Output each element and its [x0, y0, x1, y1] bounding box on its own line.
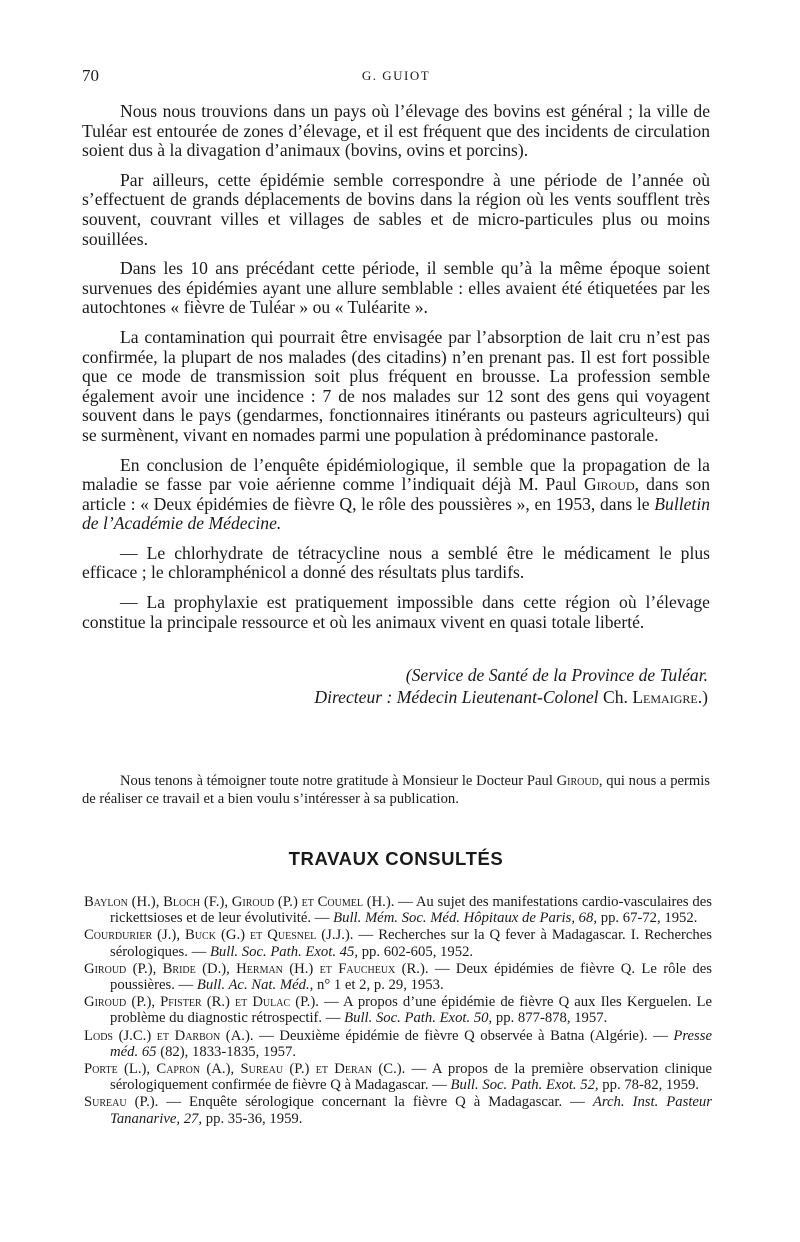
- paragraph: La contamination qui pourrait être envisagée par l’absorption de lait cru n’est pas confirmée, la plupart de nos malades (des citadins) n’en prenant pas. Il est fort possible que ce mode de transmission soit plus fréquent en brousse. La profession semble également avoir une incidence : 7 de nos malades sur 12 sont des gens qui voyagent souvent dans le pays (gendarmes, fonctionnaires itinérants ou pasteurs agriculteurs) qui se surmènent, vivant en nomades parmi une population à prédominance pastorale.: [82, 326, 710, 445]
- reference-title: — Au sujet des manifestations cardio-vasculaires des rickettsioses et de leur évolutivité. —: [110, 894, 712, 927]
- conclusion-text: , dans son article : « Deux épidémies de fièvre Q, le rôle des poussières », en 1953, dans le: [82, 474, 710, 514]
- reference-details: n° 1 et 2, p. 29, 1953.: [313, 977, 444, 994]
- page-header: [82, 66, 710, 90]
- signature-line: [82, 686, 708, 708]
- signature-initial: Ch.: [602, 687, 633, 708]
- reference-item: [84, 1028, 712, 1060]
- paragraph: — La prophylaxie est pratiquement impossible dans cette région où l’élevage constitue la principale ressource et où les animaux vivent en quasi totale liberté.: [82, 592, 710, 632]
- reference-details: pp. 602-605, 1952.: [358, 943, 474, 960]
- section-title: TRAVAUX CONSULTÉS: [288, 848, 504, 869]
- signature-close: .): [697, 687, 708, 708]
- reference-authors: Baylon (H.), Bloch (F.), Giroud (P.) et Coumel (H.).: [84, 894, 395, 910]
- page-number: 70: [82, 66, 99, 85]
- paragraph: Nous nous trouvions dans un pays où l’élevage des bovins est général ; la ville de Tuléar est entourée de zones d’élevage, et il est fréquent que des incidents de circulation soient dus à la divagation d’animaux (bovins, ovins et porcins).: [82, 101, 710, 161]
- reference-item: [84, 894, 712, 926]
- reference-authors: Courdurier (J.), Buck (G.) et Quesnel (J.J.).: [84, 927, 354, 944]
- reference-journal: Bull. Soc. Path. Exot. 50,: [344, 1010, 493, 1027]
- reference-item: [84, 994, 712, 1026]
- reference-journal: Presse méd. 65: [110, 1027, 712, 1060]
- conclusion-text: En conclusion de l’enquête épidémiologique, il semble que la propagation de la maladie se fasse par voie aérienne comme l’indiquait déjà M. Paul: [82, 454, 710, 495]
- reference-authors: Giroud (P.), Bride (D.), Herman (H.) et Faucheux (R.).: [84, 960, 429, 977]
- acknowledgment: [82, 772, 710, 808]
- cited-author: Giroud: [583, 474, 635, 495]
- reference-title: — Enquête sérologique concernant la fièvre Q à Madagascar. —: [158, 1094, 593, 1111]
- reference-title: — A propos de la première observation clinique sérologiquement confirmée de fièvre Q à Madagascar. —: [110, 1061, 712, 1094]
- reference-title: — Deux épidémies de fièvre Q. Le rôle des poussières. —: [110, 960, 712, 994]
- reference-item: [84, 1061, 712, 1093]
- reference-title: — Recherches sur la Q fever à Madagascar. I. Recherches sérologiques. —: [110, 927, 713, 960]
- conclusion-paragraph: [82, 456, 710, 534]
- reference-title: — A propos d’une épidémie de fièvre Q aux Iles Kerguelen. Le problème du diagnostic rétrospectif. —: [110, 994, 713, 1027]
- acknowledgment-part: , qui nous a permis de réaliser ce travail et a bien voulu s’intéresser à sa publication.: [82, 773, 710, 807]
- reference-list: [84, 894, 712, 1128]
- signature-block: [82, 664, 710, 708]
- reference-title: — Deuxième épidémie de fièvre Q observée à Batna (Algérie). —: [253, 1027, 674, 1044]
- reference-details: pp. 67-72, 1952.: [597, 910, 698, 927]
- reference-authors: Lods (J.C.) et Darbon (A.).: [84, 1027, 254, 1044]
- signature-name: Lemaigre: [632, 687, 698, 708]
- reference-journal: Bull. Soc. Path. Exot. 45,: [209, 943, 359, 960]
- signature-title: Directeur : Médecin Lieutenant-Colonel: [314, 687, 603, 708]
- running-head: G. GUIOT: [361, 68, 431, 83]
- reference-item: [84, 961, 712, 993]
- reference-details: pp. 35-36, 1959.: [202, 1110, 303, 1127]
- reference-item: [84, 1094, 712, 1126]
- reference-journal: Arch. Inst. Pasteur Tananarive, 27,: [110, 1094, 712, 1127]
- cited-journal: Bulletin de l’Académie de Médecine.: [82, 493, 710, 534]
- reference-journal: Bull. Mém. Soc. Méd. Hôpitaux de Paris, 68,: [333, 910, 598, 927]
- reference-item: [84, 927, 712, 959]
- acknowledgment-text: [82, 772, 710, 808]
- reference-details: pp. 877-878, 1957.: [492, 1010, 608, 1027]
- paragraph: — Le chlorhydrate de tétracycline nous a semblé être le médicament le plus efficace ; le chloramphénicol a donné des résultats plus tardifs.: [82, 542, 710, 583]
- reference-details: pp. 78-82, 1959.: [598, 1077, 699, 1094]
- reference-journal: Bull. Ac. Nat. Méd.,: [196, 977, 314, 994]
- paragraph: Par ailleurs, cette épidémie semble correspondre à une période de l’année où s’effectuent de grands déplacements de bovins dans la région où les vents soufflent très souvent, couvrant villes et villages de sables et de micro-particules plus ou moins souillées.: [82, 169, 710, 249]
- acknowledgment-name: Giroud: [556, 773, 599, 789]
- article-body: [82, 102, 710, 708]
- reference-authors: Giroud (P.), Pfister (R.) et Dulac (P.).: [84, 994, 319, 1011]
- paragraph: Dans les 10 ans précédant cette période, il semble qu’à la même époque soient survenues des épidémies ayant une allure semblable : elles avaient été étiquetées par les autochtones « fièvre de Tuléar » ou « Tuléarite ».: [82, 258, 710, 318]
- reference-journal: Bull. Soc. Path. Exot. 52,: [450, 1077, 599, 1094]
- reference-details: (82), 1833-1835, 1957.: [156, 1043, 297, 1060]
- signature-line: (Service de Santé de la Province de Tuléar.: [405, 665, 708, 686]
- acknowledgment-part: Nous tenons à témoigner toute notre gratitude à Monsieur le Docteur Paul: [120, 773, 557, 789]
- reference-authors: Sureau (P.).: [84, 1094, 159, 1111]
- reference-authors: Porte (L.), Capron (A.), Sureau (P.) et Deran (C.).: [84, 1061, 406, 1078]
